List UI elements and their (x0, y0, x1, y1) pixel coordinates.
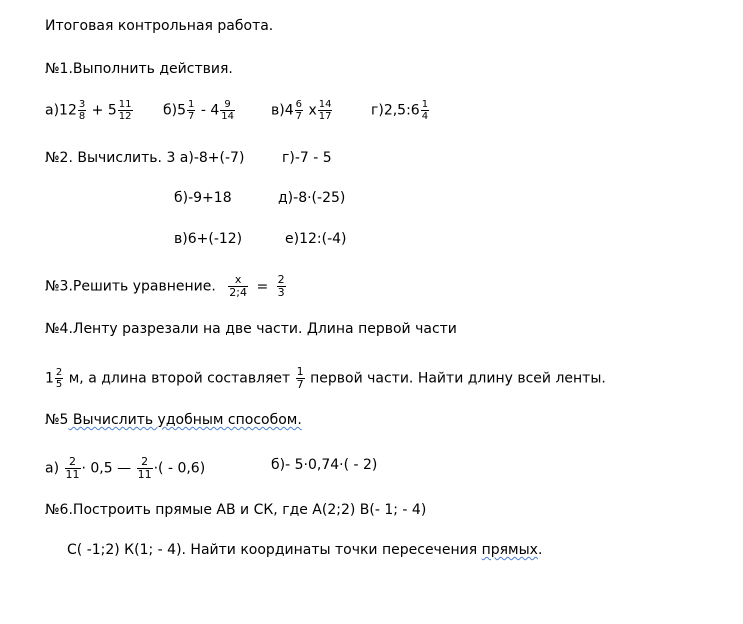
task5-item-a: а) $\frac{2}{11}$ · 0,5 — $\frac{2}{11}$ ·( - 0,6) (45, 455, 206, 481)
task6-line1: №6.Построить прямые АВ и СК, где А(2;2) В(- 1; - 4) (45, 502, 427, 518)
task1-item-d: г)2,5:6 $\frac{1}{4}$ (371, 99, 429, 122)
task2-item-g: г)-7 - 5 (282, 150, 332, 166)
task2-item-b: б)-9+18 (174, 190, 232, 206)
task1-item-b: б)5 $\frac{1}{7}$ - 4 $\frac{9}{14}$ (163, 99, 234, 122)
task1-heading: №1.Выполнить действия. (45, 61, 233, 77)
task2-item-v: в)6+(-12) (174, 231, 243, 247)
task5-heading: №5 Вычислить удобным способом. (45, 412, 302, 428)
task1-item-a: а)12 $\frac{3}{8}$ + 5 $\frac{11}{12}$ (45, 99, 132, 122)
task5-item-b: б)- 5·0,74·( - 2) (271, 457, 378, 473)
task6-line2: С( -1;2) К(1; - 4). Найти координаты точки пересечения прямых. (67, 542, 543, 558)
task3-line: №3.Решить уравнение. $\frac{x}{2;4}$ = $\frac{2}{3}$ (45, 273, 285, 299)
task2-item-d: д)-8·(-25) (278, 190, 346, 206)
task4-line2: 1 $\frac{2}{5}$ м, а длина второй составляет $\frac{1}{7}$ первой части. Найти длину всей ленты. (45, 365, 606, 391)
task2-heading: №2. Вычислить. 3 а)-8+(-7) (45, 150, 245, 166)
task4-line1: №4.Ленту разрезали на две части. Длина первой части (45, 321, 457, 337)
page-title: Итоговая контрольная работа. (45, 18, 274, 34)
task2-item-e: е)12:(-4) (285, 231, 347, 247)
task1-item-c: в)4 $\frac{6}{7}$ x $\frac{14}{17}$ (271, 99, 332, 122)
